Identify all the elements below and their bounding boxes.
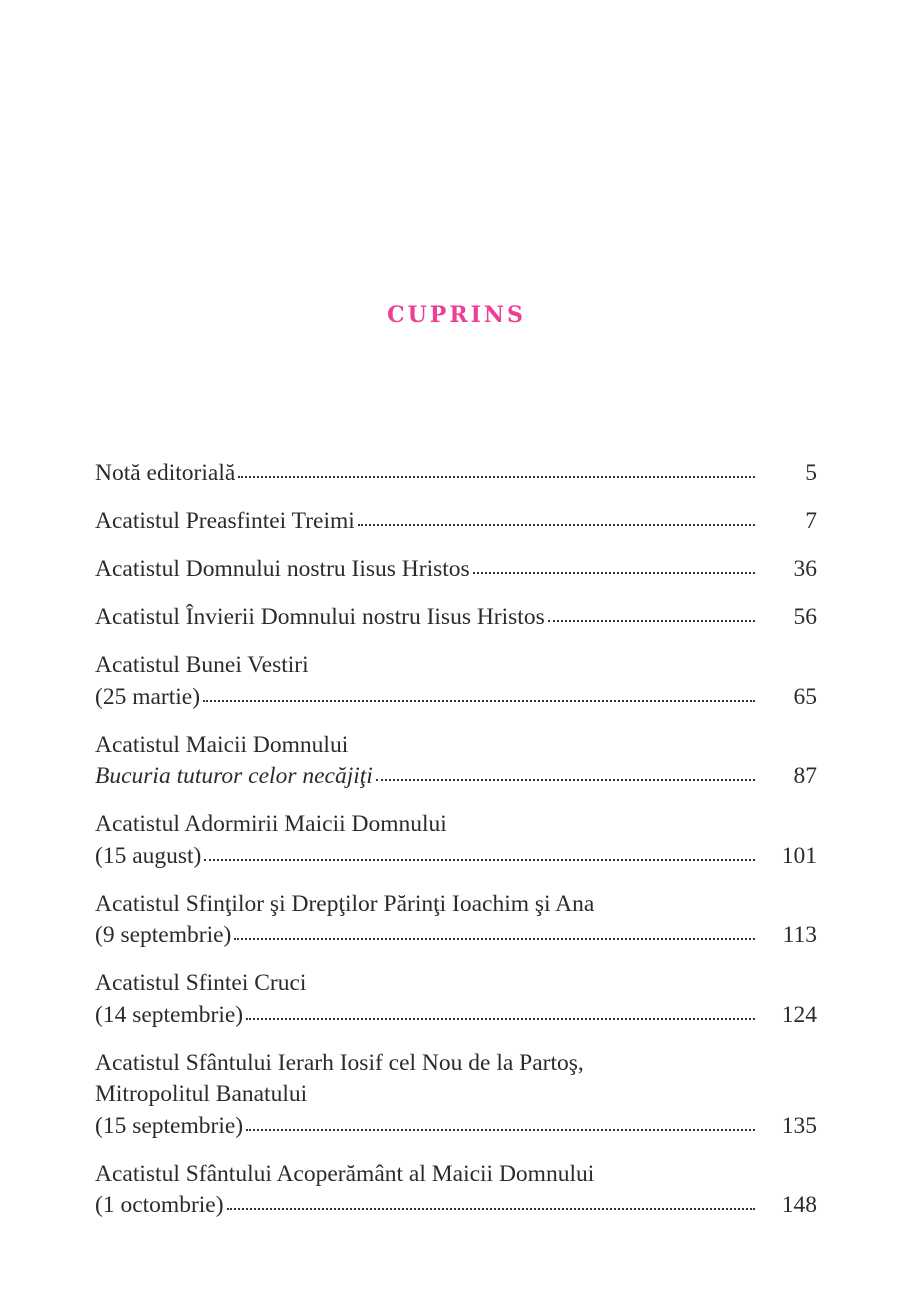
toc-entry-line [95,1190,817,1222]
toc-page-number: 101 [781,842,817,869]
toc-page-number: 56 [793,604,817,630]
toc-entry-title: Acatistul Maicii Domnului [95,731,349,758]
dot-leader [246,1127,755,1131]
toc-page-number: 135 [781,1112,817,1139]
toc-entry-line [95,841,817,873]
dot-leader [204,857,755,861]
toc-entry-title: Acatistul Sfântului Acoperământ al Maicii Domnului [95,1160,595,1187]
toc-entry[interactable] [95,1048,817,1143]
dot-leader [203,698,755,702]
toc-entry-title: Acatistul Sfântului Ierarh Iosif cel Nou de la Partoş, [95,1049,584,1076]
toc-entry-line [95,650,817,682]
toc-entry-title: Bucuria tuturor celor necăjiţi [95,763,373,789]
toc-entry-line [95,1000,817,1032]
toc-entry-title: Acatistul Domnului nostru Iisus Hristos [95,556,470,582]
toc-page-number: 124 [781,1001,817,1028]
toc-entry[interactable] [95,968,817,1031]
toc-page-number: 36 [793,556,817,582]
toc-entry-title: Notă editorială [95,460,236,486]
toc-page-number: 87 [793,763,817,789]
toc-entry-title: (9 septembrie) [95,922,232,948]
toc-entry[interactable] [95,554,817,586]
toc-entry-title: Acatistul Adormirii Maicii Domnului [95,811,447,837]
toc-entry-line [95,602,817,634]
toc-entry-title: (15 august) [95,842,202,869]
toc-entry-line [95,809,817,841]
toc-entry-title: Acatistul Învierii Domnului nostru Iisus Hristos [95,604,545,630]
toc-page-number: 113 [782,922,817,948]
toc-entry[interactable] [95,730,817,793]
page-title: CUPRINS [387,302,526,328]
toc-entry-title: (25 martie) [95,683,201,710]
toc-entry-line [95,458,817,490]
dot-leader [238,474,755,478]
toc-entry-title: Acatistul Bunei Vestiri [95,652,309,678]
toc-entry-line [95,682,817,714]
toc-entry-line [95,889,817,921]
dot-leader [227,1206,755,1210]
dot-leader [358,522,755,526]
toc-entry-line [95,1048,817,1080]
toc-entry[interactable] [95,1159,817,1222]
dot-leader [246,1016,755,1020]
dot-leader [376,777,755,781]
dot-leader [548,618,755,622]
toc-entry-title: Acatistul Sfinţilor şi Drepţilor Părinţi Ioachim şi Ana [95,890,595,917]
toc-entry[interactable] [95,650,817,713]
toc-page-number: 65 [793,683,817,710]
toc-entry-line [95,920,817,952]
toc-entry-line [95,730,817,762]
toc-entry-line [95,554,817,586]
toc-entry[interactable] [95,602,817,634]
toc-entry-title: Acatistul Sfintei Cruci [95,970,307,996]
toc-entry-title: Mitropolitul Banatului [95,1081,308,1107]
toc-page-number: 7 [805,508,817,534]
toc-entry[interactable] [95,458,817,490]
toc-page-number: 148 [781,1192,817,1218]
toc-entry-title: Acatistul Preasfintei Treimi [95,508,355,534]
toc-entry-line [95,506,817,538]
dot-leader [234,936,755,940]
toc-entry-title: (14 septembrie) [95,1001,244,1028]
toc-entry-line [95,761,817,793]
toc-entry-line [95,1111,817,1143]
toc-entry-line [95,1079,817,1111]
toc-entry[interactable] [95,809,817,872]
table-of-contents [95,458,817,1238]
dot-leader [473,570,755,574]
toc-entry-line [95,968,817,1000]
toc-entry[interactable] [95,889,817,952]
toc-entry[interactable] [95,506,817,538]
toc-page-number: 5 [805,460,817,486]
toc-entry-title: (15 septembrie) [95,1112,244,1139]
toc-entry-title: (1 octombrie) [95,1192,224,1218]
toc-entry-line [95,1159,817,1191]
